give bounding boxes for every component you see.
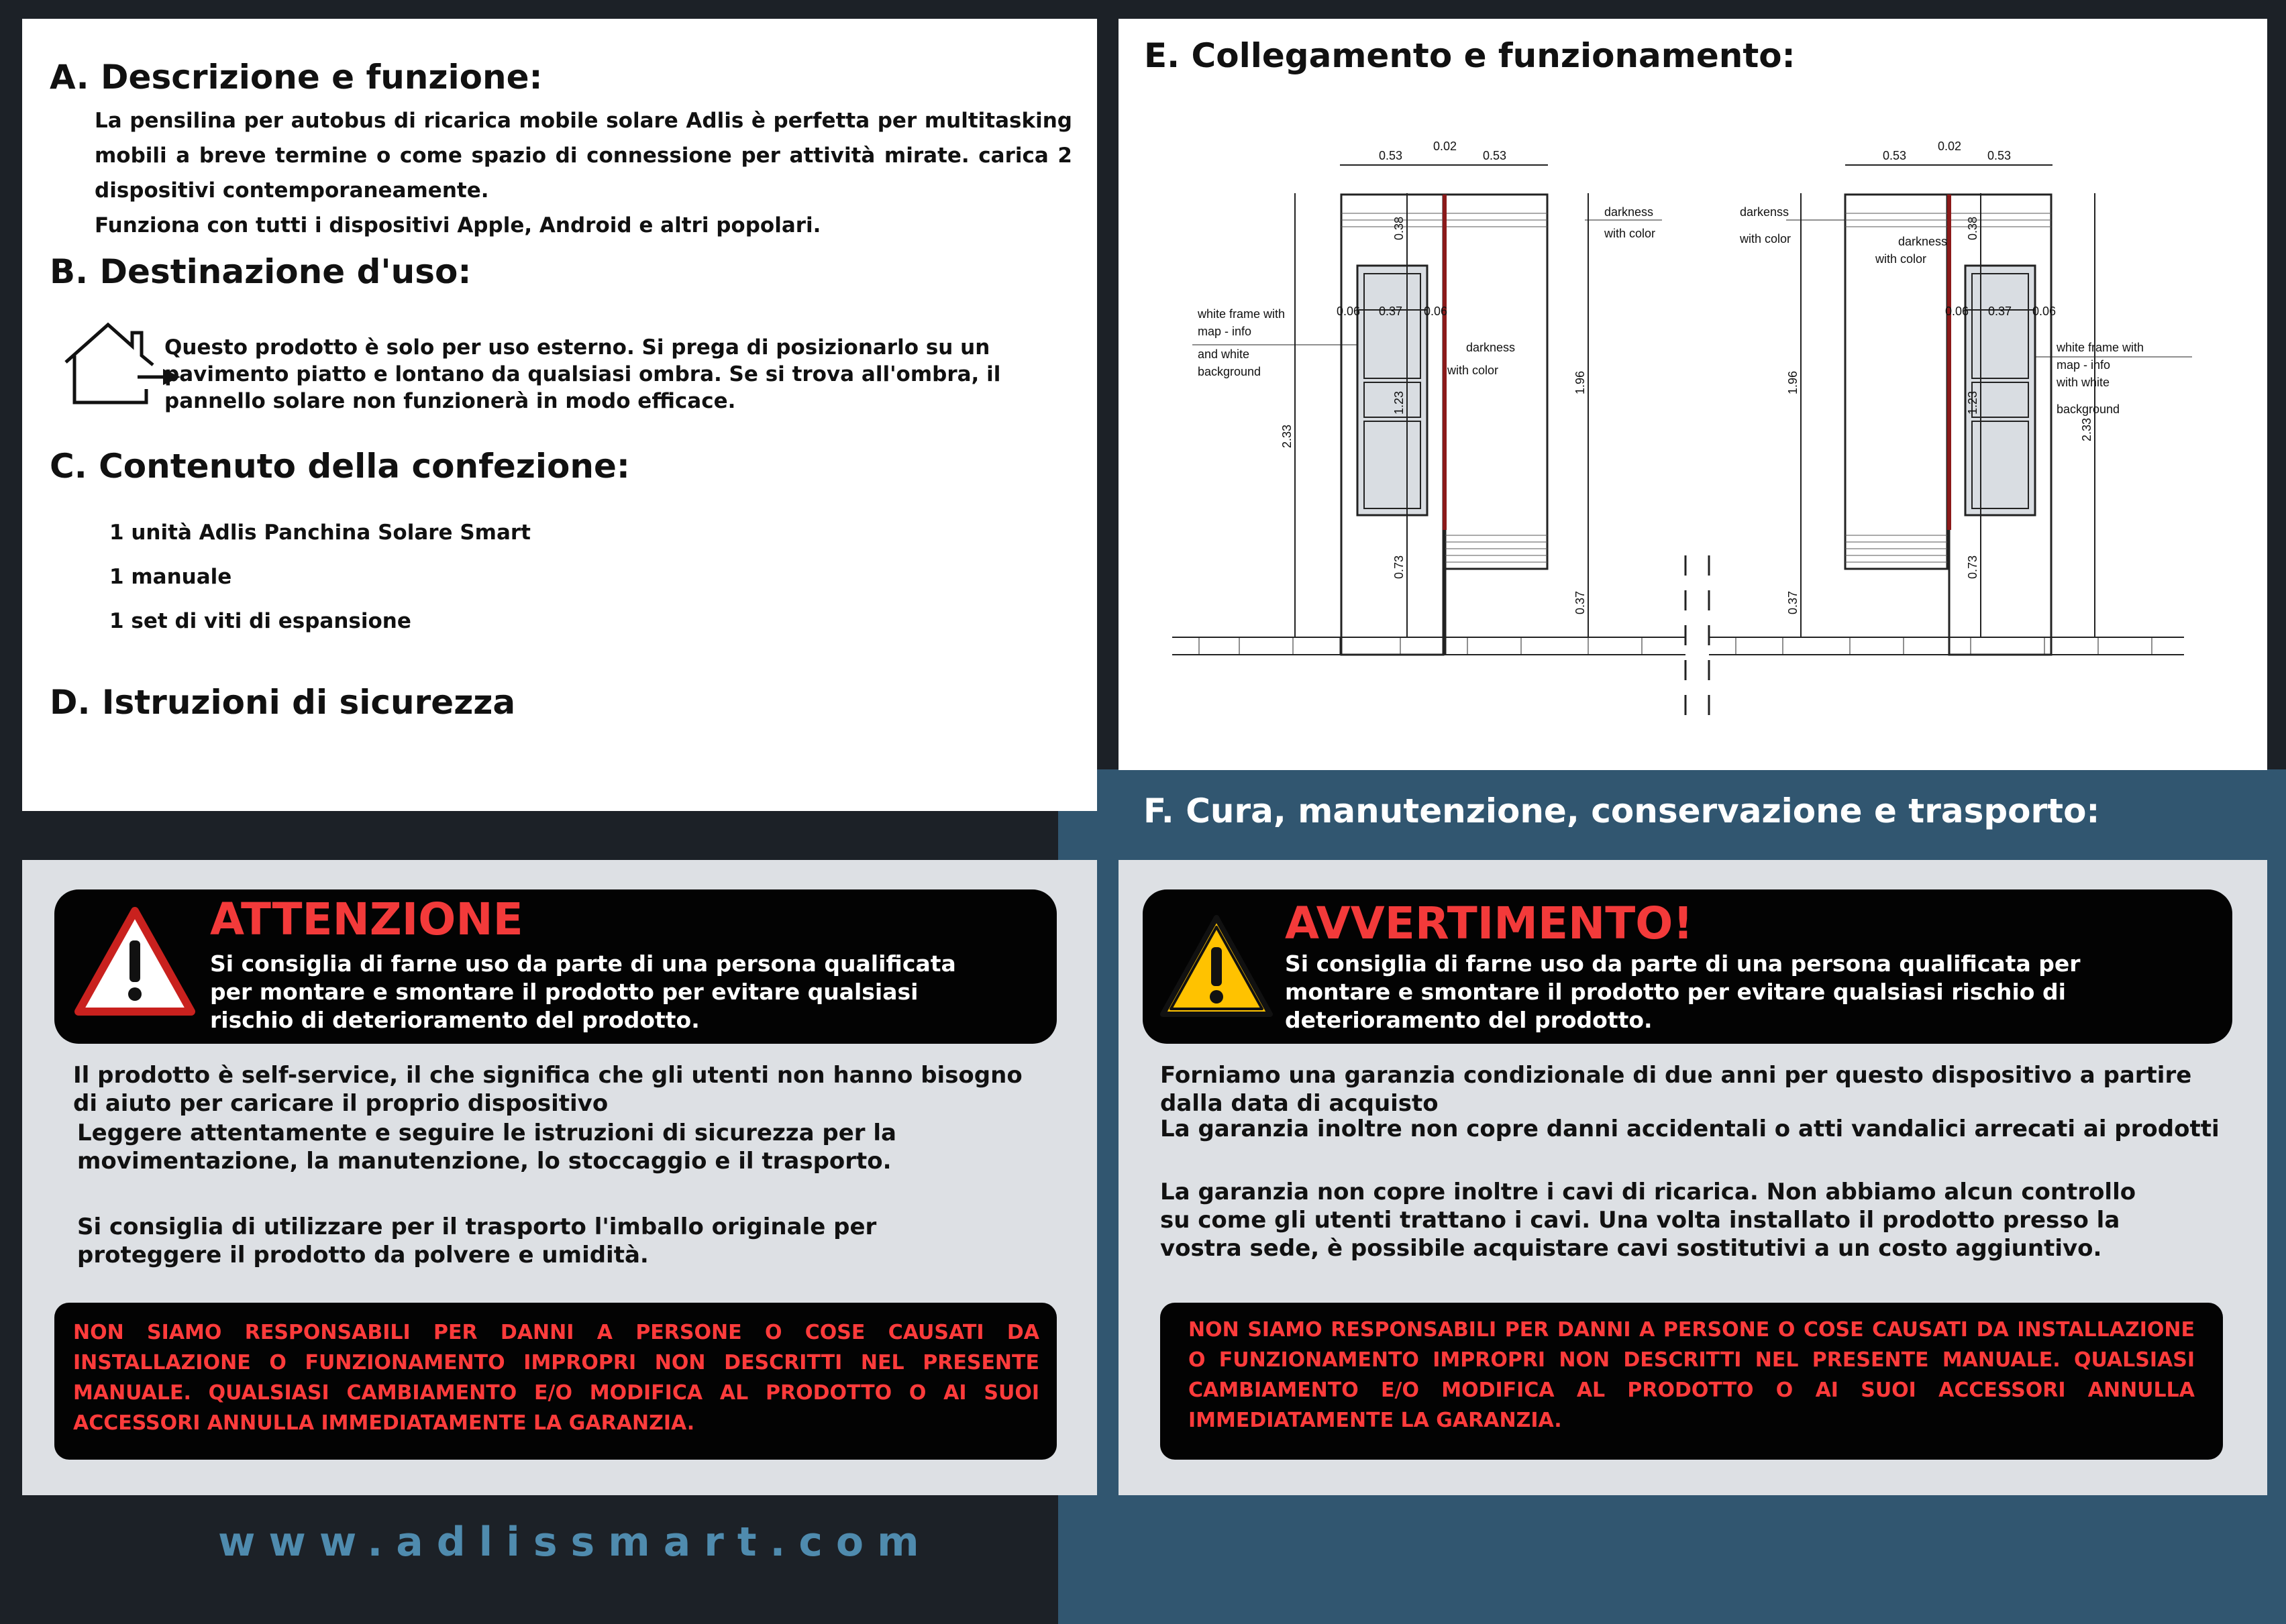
dim-label: 0.73 xyxy=(1392,555,1406,579)
dim-label: 1.23 xyxy=(1392,390,1406,415)
attenzione-p2: Leggere attentamente e seguire le istruzioni di sicurezza per la movimentazione, la manutenzione, lo stoccaggio e il trasporto. xyxy=(77,1120,896,1175)
section-a-body: La pensilina per autobus di ricarica mobile solare Adlis è perfetta per multitasking mobili a breve termine o come spazio di connessione per attività mirate. carica 2 dispositivi contemporaneamente. xyxy=(95,109,1072,203)
section-a-title: A. Descrizione e funzione: xyxy=(50,58,543,97)
contents-item: 1 set di viti di espansione xyxy=(109,609,411,633)
attenzione-disclaimer: NON SIAMO RESPONSABILI PER DANNI A PERSONE O COSE CAUSATI DA INSTALLAZIONE O FUNZIONAMENTO IMPROPRI NON DESCRITTI NEL PRESENTE MANUALE. QUALSIASI CAMBIAMENTO E/O MODIFICA AL PRODOTTO O AI SUOI ACCESSORI ANNULLA IMMEDIATAMENTE LA GARANZIA. xyxy=(73,1321,1039,1435)
avvertimento-text: Si consiglia di farne uso da parte di una persona qualificata per montare e smontare il prodotto per evitare qualsiasi rischio di deterioramento del prodotto. xyxy=(1285,951,2081,1033)
avvertimento-p3: La garanzia non copre inoltre i cavi di ricarica. Non abbiamo alcun controllo su come gli utenti trattano i cavi. Una volta installato il prodotto presso la vostra sede, è possibile acquistare cavi sostitutivi a un costo aggiuntivo. xyxy=(1160,1179,2136,1262)
dim-label: 0.37 xyxy=(1786,590,1800,614)
note-label: background xyxy=(1198,365,1261,378)
dim-label: 0.37 xyxy=(1988,305,2012,318)
dim-label: 0.06 xyxy=(2032,305,2057,318)
dim-label: 0.38 xyxy=(1966,216,1979,240)
dim-label: 0.06 xyxy=(1945,305,1969,318)
dim-label: 0.06 xyxy=(1337,305,1361,318)
dim-label: 0.53 xyxy=(1987,149,2012,162)
attenzione-text: Si consiglia di farne uso da parte di una persona qualificata per montare e smontare il prodotto per evitare qualsiasi rischio di deterioramento del prodotto. xyxy=(210,951,956,1033)
section-c-title: C. Contenuto della confezione: xyxy=(50,447,630,486)
dim-label: 1.96 xyxy=(1786,370,1800,394)
note-label: white frame with xyxy=(1198,307,1286,321)
note-label: darkenss xyxy=(1740,205,1789,219)
contents-item: 1 manuale xyxy=(109,565,232,589)
note-label: darkness xyxy=(1604,205,1654,219)
dim-label: 0.53 xyxy=(1483,149,1507,162)
note-label: darkness xyxy=(1466,341,1516,354)
note-label: map - info xyxy=(1198,325,1252,338)
attenzione-disclaimer-box xyxy=(54,1303,1057,1460)
avvertimento-disclaimer: NON SIAMO RESPONSABILI PER DANNI A PERSONE O COSE CAUSATI DA INSTALLAZIONE O FUNZIONAMENTO IMPROPRI NON DESCRITTI NEL PRESENTE MANUALE. QUALSIASI CAMBIAMENTO E/O MODIFICA AL PRODOTTO O AI SUOI ACCESSORI ANNULLA IMMEDIATAMENTE LA GARANZIA. xyxy=(1188,1318,2195,1432)
dim-label: 0.38 xyxy=(1392,216,1406,240)
section-f-title: F. Cura, manutenzione, conservazione e trasporto: xyxy=(1143,792,2100,830)
note-label: with color xyxy=(1447,364,1499,377)
dim-label: 1.23 xyxy=(1966,390,1979,415)
avvertimento-title: AVVERTIMENTO! xyxy=(1285,898,1694,949)
note-label: with color xyxy=(1604,227,1656,240)
dim-label: 0.37 xyxy=(1379,305,1403,318)
panel-description xyxy=(22,19,1097,811)
website-link[interactable]: www.adlissmart.com xyxy=(218,1519,933,1566)
avvertimento-disclaimer-box xyxy=(1160,1303,2223,1460)
dim-label: 0.53 xyxy=(1883,149,1907,162)
note-label: with color xyxy=(1740,232,1791,246)
dim-label: 1.96 xyxy=(1573,370,1587,394)
dim-label: 0.06 xyxy=(1424,305,1448,318)
warning-triangle-yellow-icon xyxy=(1159,914,1274,1020)
attenzione-box xyxy=(54,889,1057,1044)
dim-label: 0.53 xyxy=(1379,149,1403,162)
dim-label: 0.02 xyxy=(1938,140,1962,153)
technical-drawing xyxy=(1119,19,2267,770)
section-b-title: B. Destinazione d'uso: xyxy=(50,252,472,291)
note-label: map - info xyxy=(2057,358,2111,372)
avvertimento-box xyxy=(1143,889,2232,1044)
attenzione-title: ATTENZIONE xyxy=(210,894,523,945)
dim-label: 2.33 xyxy=(2080,417,2093,441)
section-a-body2: Funziona con tutti i dispositivi Apple, Android e altri popolari. xyxy=(95,213,821,237)
note-label: with white xyxy=(2057,376,2110,389)
note-label: with color xyxy=(1875,252,1927,266)
section-b-text: Questo prodotto è solo per uso esterno. Si prega di posizionarlo su un pavimento piatto e lontano da qualsiasi ombra. Se si trova all'ombra, il pannello solare non funzionerà in modo efficace. xyxy=(164,335,1001,413)
warning-triangle-red-icon xyxy=(74,907,195,1017)
note-label: white frame with xyxy=(2057,341,2144,354)
section-e-title: E. Collegamento e funzionamento: xyxy=(1144,36,1796,75)
note-label: darkness xyxy=(1898,235,1948,248)
avvertimento-p1: Forniamo una garanzia condizionale di due anni per questo dispositivo a partire dalla data di acquisto xyxy=(1160,1062,2192,1117)
dim-label: 0.02 xyxy=(1433,140,1457,153)
panel-attenzione xyxy=(22,860,1097,1495)
section-d-title: D. Istruzioni di sicurezza xyxy=(50,683,516,722)
note-label: background xyxy=(2057,402,2120,416)
dim-label: 0.73 xyxy=(1966,555,1979,579)
note-label: and white xyxy=(1198,347,1250,361)
attenzione-p1: Il prodotto è self-service, il che significa che gli utenti non hanno bisogno di aiuto per caricare il proprio dispositivo xyxy=(73,1062,1023,1117)
avvertimento-p2: La garanzia inoltre non copre danni accidentali o atti vandalici arrecati ai prodotti xyxy=(1160,1116,2220,1142)
dim-label: 2.33 xyxy=(1280,424,1294,448)
contents-item: 1 unità Adlis Panchina Solare Smart xyxy=(109,521,531,545)
panel-avvertimento xyxy=(1119,860,2267,1495)
dim-label: 0.37 xyxy=(1573,590,1587,614)
panel-connection xyxy=(1119,19,2267,770)
attenzione-p3: Si consiglia di utilizzare per il trasporto l'imballo originale per proteggere il prodotto da polvere e umidità. xyxy=(77,1213,877,1268)
